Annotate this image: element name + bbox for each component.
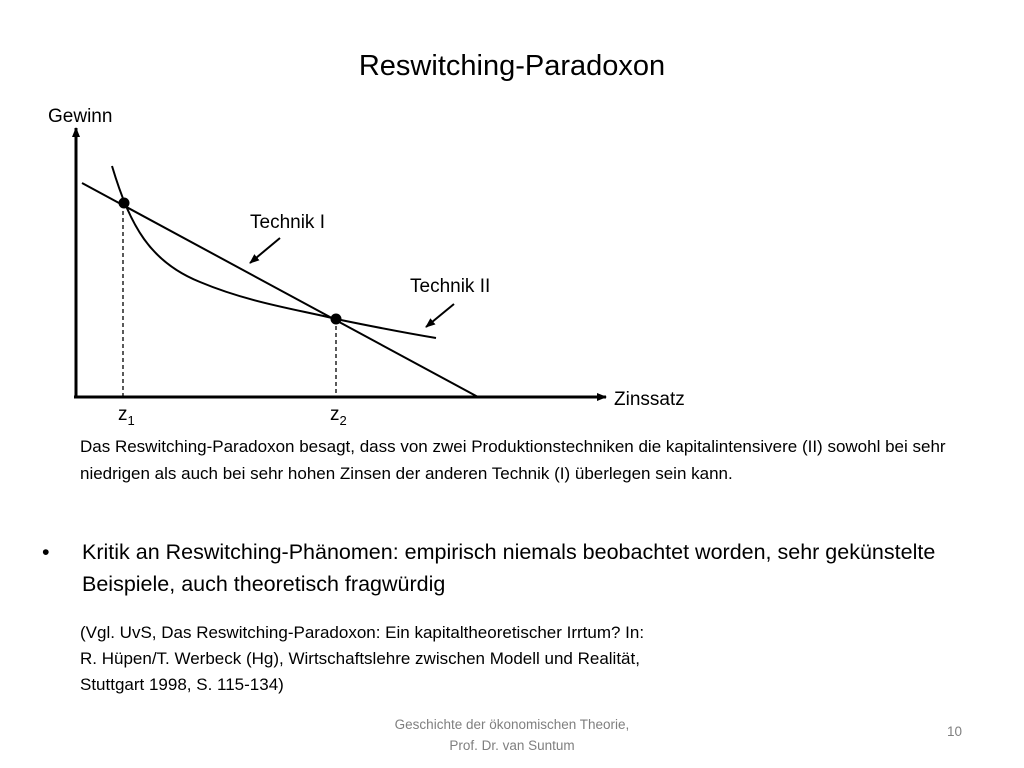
reference (80, 620, 880, 698)
technik-2-pointer-arrow (426, 304, 454, 327)
tick-z1-subscript: 1 (127, 413, 135, 428)
tick-z1-letter: z (118, 404, 128, 425)
reference-line-3: Stuttgart 1998, S. 115-134) (80, 675, 284, 694)
switch-point-1 (119, 198, 130, 209)
footer-line-2: Prof. Dr. van Suntum (449, 738, 575, 753)
y-axis-label: Gewinn (48, 106, 113, 127)
bullet-point (42, 536, 1002, 600)
footer-line-1: Geschichte der ökonomischen Theorie, (394, 717, 630, 732)
tick-label-z2 (330, 404, 347, 428)
reference-line-1: (Vgl. UvS, Das Reswitching-Paradoxon: Ein kapitaltheoretischer Irrtum? In: (80, 623, 645, 642)
tick-z2-subscript: 2 (339, 413, 347, 428)
tick-z2-letter: z (330, 404, 340, 425)
technik-1-pointer-arrow (250, 238, 280, 263)
slide-title: Reswitching-Paradoxon (358, 50, 666, 82)
bullet-symbol: • (42, 540, 50, 564)
tick-label-z1 (118, 404, 135, 428)
bullet-text: Kritik an Reswitching-Phänomen: empirisch niemals beobachtet worden, sehr gekünstelte Beispiele, auch theoretisch fragwürdig (82, 540, 936, 596)
technik-2-label: Technik II (410, 276, 491, 297)
technik-1-label: Technik I (250, 212, 325, 233)
x-axis-label: Zinssatz (614, 389, 685, 410)
technik-2-curve (112, 166, 436, 338)
switch-point-2 (331, 314, 342, 325)
explanation-text: Das Reswitching-Paradoxon besagt, dass von zwei Produktionstechniken die kapitalintensivere (II) sowohl bei sehr niedrigen als auch bei sehr hohen Zinsen der anderen Technik (I) überlegen sein kann. (80, 437, 946, 483)
footer (312, 714, 712, 756)
reference-line-2: R. Hüpen/T. Werbeck (Hg), Wirtschaftslehre zwischen Modell und Realität, (80, 649, 640, 668)
page-number: 10 (946, 724, 962, 739)
